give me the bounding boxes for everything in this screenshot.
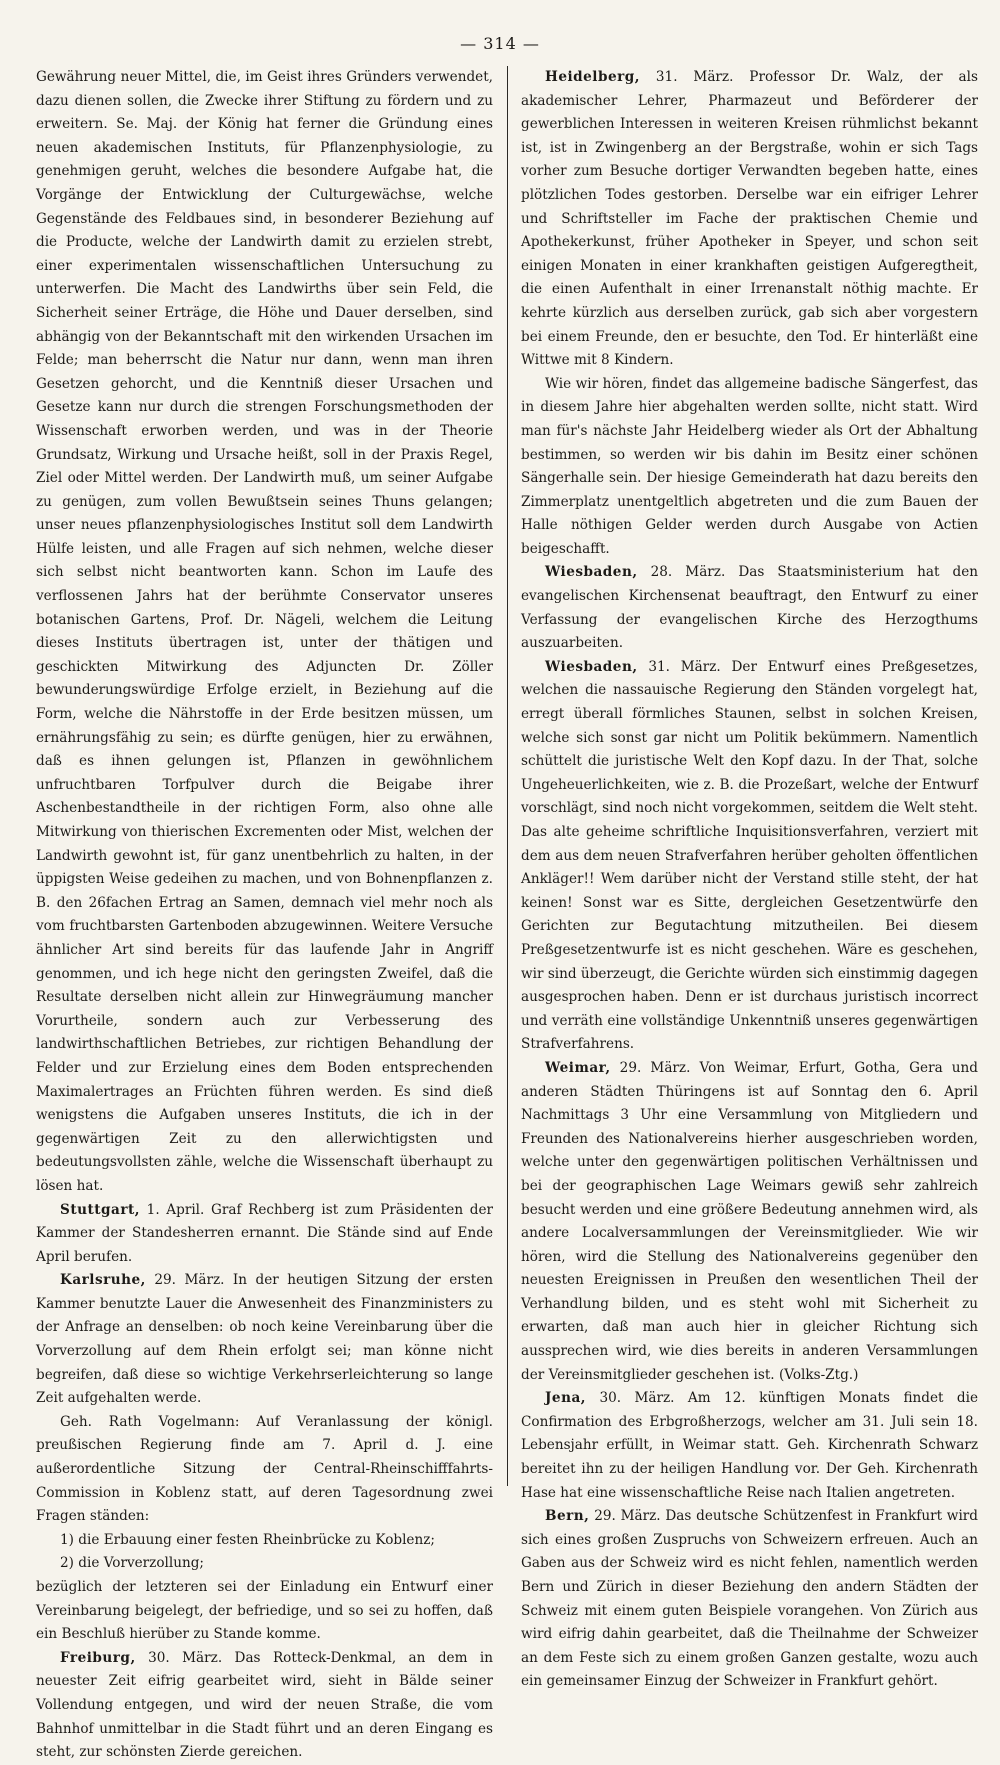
news-item bbox=[521, 1057, 978, 1387]
news-text: 30. März. Am 12. künftigen Monats findet die Confirmation des Erbgroßherzogs, welcher am 31. Juli sein 18. Lebensjahr erfüllt, in Weimar statt. Geh. Kirchenrath Schwarz bereitet ihn zu der heiligen Handlung vor. Der Geh. Kirchenrath Hase hat eine wissenschaftliche Reise nach Italien angetreten. bbox=[521, 1390, 978, 1501]
agenda-list bbox=[36, 1529, 493, 1576]
dateline-place: Freiburg, bbox=[60, 1649, 136, 1666]
news-text: 1. April. Graf Rechberg ist zum Präsidenten der Kammer der Standesherren ernannt. Die Stände sind auf Ende April berufen. bbox=[36, 1201, 493, 1265]
dateline-place: Jena, bbox=[545, 1390, 587, 1407]
dateline-place: Wiesbaden, bbox=[545, 564, 638, 581]
news-item bbox=[521, 1387, 978, 1505]
news-text: 31. März. Der Entwurf eines Preßgesetzes, welchen die nassauische Regierung den Ständen vorgelegt hat, erregt überall förmliches Staunen, selbst in solchen Kreisen, welche sich sonst gar nicht um Politik bekümmern. Namentlich schüttelt die juristische Welt den Kopf dazu. In der That, solche Ungeheuerlichkeiten, wie z. B. die Prozeßart, welche der Entwurf vorschlägt, sind noch nicht vorgekommen, seitdem die Welt steht. Das alte geheime schriftliche Inquisitionsverfahren, verziert mit dem aus dem neuen Strafverfahren herüber geholten öffentlichen Ankläger!! Wem darüber nicht der Verstand stille steht, der hat keinen! Sonst war es Sitte, dergleichen Gesetzentwürfe den Gerichten zur Begutachtung mitzutheilen. Bei diesem Preßgesetzentwurfe ist es nicht geschehen. Wäre es geschehen, wir sind überzeugt, die Gerichte würden sich einstimmig dagegen ausgesprochen haben. Denn er ist durchaus juristisch incorrect und verräth eine vollständige Unkenntniß unseres gegenwärtigen Strafverfahrens. bbox=[521, 658, 978, 1053]
news-text: 29. März. Das deutsche Schützenfest in Frankfurt wird sich eines großen Zuspruchs von Schweizern erfreuen. Auch an Gaben aus der Schweiz wird es nicht fehlen, namentlich werden Bern und Zürich in dieser Beziehung den andern Städten der Schweiz mit einem guten Beispiele vorangehen. Von Zürich aus wird eifrig dahin gearbeitet, daß die Theilnahme der Schweizer an dem Feste sich zu einem großen Ganzen gestalte, wozu auch ein gemeinsamer Einzug der Schweizer in Frankfurt gehört. bbox=[521, 1508, 978, 1690]
dateline-place: Weimar, bbox=[545, 1059, 611, 1076]
news-item bbox=[36, 1647, 493, 1765]
article-paragraph: bezüglich der letzteren sei der Einladung ein Entwurf einer Vereinbarung beigelegt, der befriedige, und so sei zu hoffen, daß ein Beschluß hierüber zu Stande komme. bbox=[36, 1579, 493, 1643]
agenda-item: 2) die Vorverzollung; bbox=[60, 1555, 204, 1572]
news-text: 30. März. Das Rotteck-Denkmal, an dem in neuester Zeit eifrig gearbeitet wird, sieht in Bälde seiner Vollendung entgegen, und wird der neuen Straße, die vom Bahnhof unmittelbar in die Stadt führt und an deren Eingang es steht, zur schönsten Zierde gereichen. bbox=[36, 1649, 493, 1761]
left-column bbox=[36, 66, 493, 1761]
news-item bbox=[521, 66, 978, 373]
news-text: 29. März. Von Weimar, Erfurt, Gotha, Gera und anderen Städten Thüringens ist auf Sonntag den 6. April Nachmittags 3 Uhr eine Versammlung von Mitgliedern und Freunden des Nationalvereins hierher ausgeschrieben worden, welche unter den gegenwärtigen politischen Verhältnissen und bei der geographischen Lage Weimars gewiß sehr zahlreich besucht werden und eine größere Bedeutung annehmen wird, als andere Localversammlungen der Vereinsmitglieder. Wie wir hören, wird die Stellung des Nationalvereins gegenüber den neuesten Ereignissen in Preußen den wesentlichen Theil der Verhandlung bilden, und es steht wohl mit Sicherheit zu erwarten, daß man auch hier in gleicher Richtung sich aussprechen wird, wie dies bereits in anderen Versammlungen der Vereinsmitglieder geschehen ist. (Volks-Ztg.) bbox=[521, 1059, 978, 1383]
dateline-place: Stuttgart, bbox=[60, 1201, 141, 1218]
right-column bbox=[521, 66, 978, 1690]
news-text: 31. März. Professor Dr. Walz, der als akademischer Lehrer, Pharmazeut und Beförderer der gewerblichen Interessen in weiteren Kreisen rühmlichst bekannt ist, ist in Zwingenberg an der Bergstraße, wohin er sich Tags vorher zum Besuche dortiger Verwandten begeben hatte, eines plötzlichen Todes gestorben. Derselbe war ein eifriger Lehrer und Schriftsteller im Fache der praktischen Chemie und Apothekerkunst, früher Apotheker in Speyer, und schon seit einigen Monaten in einer krankhaften geistigen Aufgeregtheit, die einen Aufenthalt in einer Irrenanstalt nöthig machte. Er kehrte kürzlich aus derselben zurück, gab sich aber vorgestern bei einem Freunde, den er besuchte, den Tod. Er hinterläßt eine Wittwe mit 8 Kindern. bbox=[521, 69, 978, 369]
article-paragraph: Wie wir hören, findet das allgemeine badische Sängerfest, das in diesem Jahre hier abgehalten werden sollte, nicht statt. Wird man für's nächste Jahr Heidelberg wieder als Ort der Abhaltung bestimmen, so werden wir bis dahin im Besitz einer schönen Sängerhalle sein. Der hiesige Gemeinderath hat dazu bereits den Zimmerplatz unentgeltlich abgetreten und die zum Bauen der Halle nöthigen Gelder werden durch Ausgabe von Actien beigeschafft. bbox=[521, 375, 978, 557]
page-number: — 314 — bbox=[460, 34, 540, 53]
news-text: 29. März. In der heutigen Sitzung der ersten Kammer benutzte Lauer die Anwesenheit des Finanzministers zu der Anfrage an denselben: ob noch keine Vereinbarung über die Vorverzollung auf dem Rhein erfolgt sei; man könne nicht begreifen, daß diese so wichtige Verkehrserleichterung so lange Zeit aufgehalten werde. bbox=[36, 1272, 493, 1407]
dateline-place: Heidelberg, bbox=[545, 69, 641, 85]
news-item bbox=[521, 561, 978, 655]
agenda-item: 1) die Erbauung einer festen Rheinbrücke zu Koblenz; bbox=[60, 1531, 435, 1548]
news-item bbox=[36, 1199, 493, 1270]
columns bbox=[36, 66, 978, 1761]
article-paragraph: Gewährung neuer Mittel, die, im Geist ihres Gründers verwendet, dazu dienen sollen, die Zwecke ihrer Stiftung zu fördern und zu erweitern. Se. Maj. der König hat ferner die Gründung eines neuen akademischen Instituts, für Pflanzenphysiologie, zu genehmigen geruht, welches die besondere Aufgabe hat, die Vorgänge der Entwicklung der Culturgewächse, welche Gegenstände des Feldbaues sind, in besonderer Beziehung auf die Producte, welche der Landwirth damit zu erzielen strebt, einer experimentalen wissenschaftlichen Untersuchung zu unterwerfen. Die Macht des Landwirths über sein Feld, die Sicherheit seiner Erträge, die Höhe und Dauer derselben, sind abhängig von der Bekanntschaft mit den wirkenden Ursachen im Felde; man beherrscht die Natur nur dann, wenn man ihren Gesetzen gehorcht, und die Kenntniß dieser Ursachen und Gesetze kann nur durch die strengen Forschungsmethoden der Wissenschaft erworben werden, und was in der Theorie Grundsatz, Wirkung und Ursache heißt, soll in der Praxis Regel, Ziel oder Mittel werden. Der Landwirth muß, um seiner Aufgabe zu genügen, zum vollen Bewußtsein seines Thuns gelangen; unser neues pflanzenphysiologisches Institut soll dem Landwirth Hülfe leisten, und alle Fragen auf sich nehmen, welche dieser sich selbst nicht beantworten kann. Schon im Laufe des verflossenen Jahrs hat der berühmte Conservator unseres botanischen Gartens, Prof. Dr. Nägeli, welchem die Leitung dieses Instituts übertragen ist, unter der thätigen und geschickten Mitwirkung des Adjuncten Dr. Zöller bewunderungswürdige Erfolge erzielt, in Beziehung auf die Form, welche die Nährstoffe in der Erde besitzen müssen, um ernährungsfähig zu sein; es dürfte genügen, hier zu erwähnen, daß es ihnen gelungen ist, Pflanzen in gewöhnlichem unfruchtbaren Torfpulver durch die Beigabe ihrer Aschenbestandtheile in der richtigen Form, also ohne alle Mitwirkung von thierischen Excrementen oder Mist, welchen der Landwirth gewohnt ist, für ganz unentbehrlich zu halten, in der üppigsten Weise gedeihen zu machen, und von Bohnenpflanzen z. B. den 26fachen Ertrag an Samen, demnach viel mehr noch als vom fruchtbarsten Gartenboden abzugewinnen. Weitere Versuche ähnlicher Art sind bereits für das laufende Jahr in Angriff genommen, und ich hege nicht den geringsten Zweifel, daß die Resultate derselben nicht allein zur Hinwegräumung mancher Vorurtheile, sondern auch zur Verbesserung des landwirthschaftlichen Betriebes, zur richtigen Behandlung der Felder und zur Erzielung eines dem Boden entsprechenden Maximalertrages an Früchten führen werden. Es sind dieß wenigstens die Aufgaben unseres Instituts, die ich in der gegenwärtigen Zeit zu den allerwichtigsten und bedeutungsvollsten zähle, welche die Wissenschaft überhaupt zu lösen hat. bbox=[36, 69, 493, 1194]
news-item bbox=[521, 1505, 978, 1694]
dateline-place: Bern, bbox=[545, 1508, 590, 1525]
dateline-place: Wiesbaden, bbox=[545, 658, 638, 675]
column-rule bbox=[507, 66, 508, 1486]
news-item bbox=[36, 1269, 493, 1411]
article-paragraph: Geh. Rath Vogelmann: Auf Veranlassung der königl. preußischen Regierung finde am 7. April d. J. eine außerordentliche Sitzung der Central-Rheinschifffahrts-Commission in Koblenz statt, auf deren Tagesordnung zwei Fragen ständen: bbox=[36, 1413, 493, 1525]
news-item bbox=[521, 656, 978, 1057]
dateline-place: Karlsruhe, bbox=[60, 1272, 146, 1289]
news-text: 28. März. Das Staatsministerium hat den evangelischen Kirchensenat beauftragt, den Entwurf zu einer Verfassung der evangelischen Kirche des Herzogthums auszuarbeiten. bbox=[521, 564, 978, 652]
